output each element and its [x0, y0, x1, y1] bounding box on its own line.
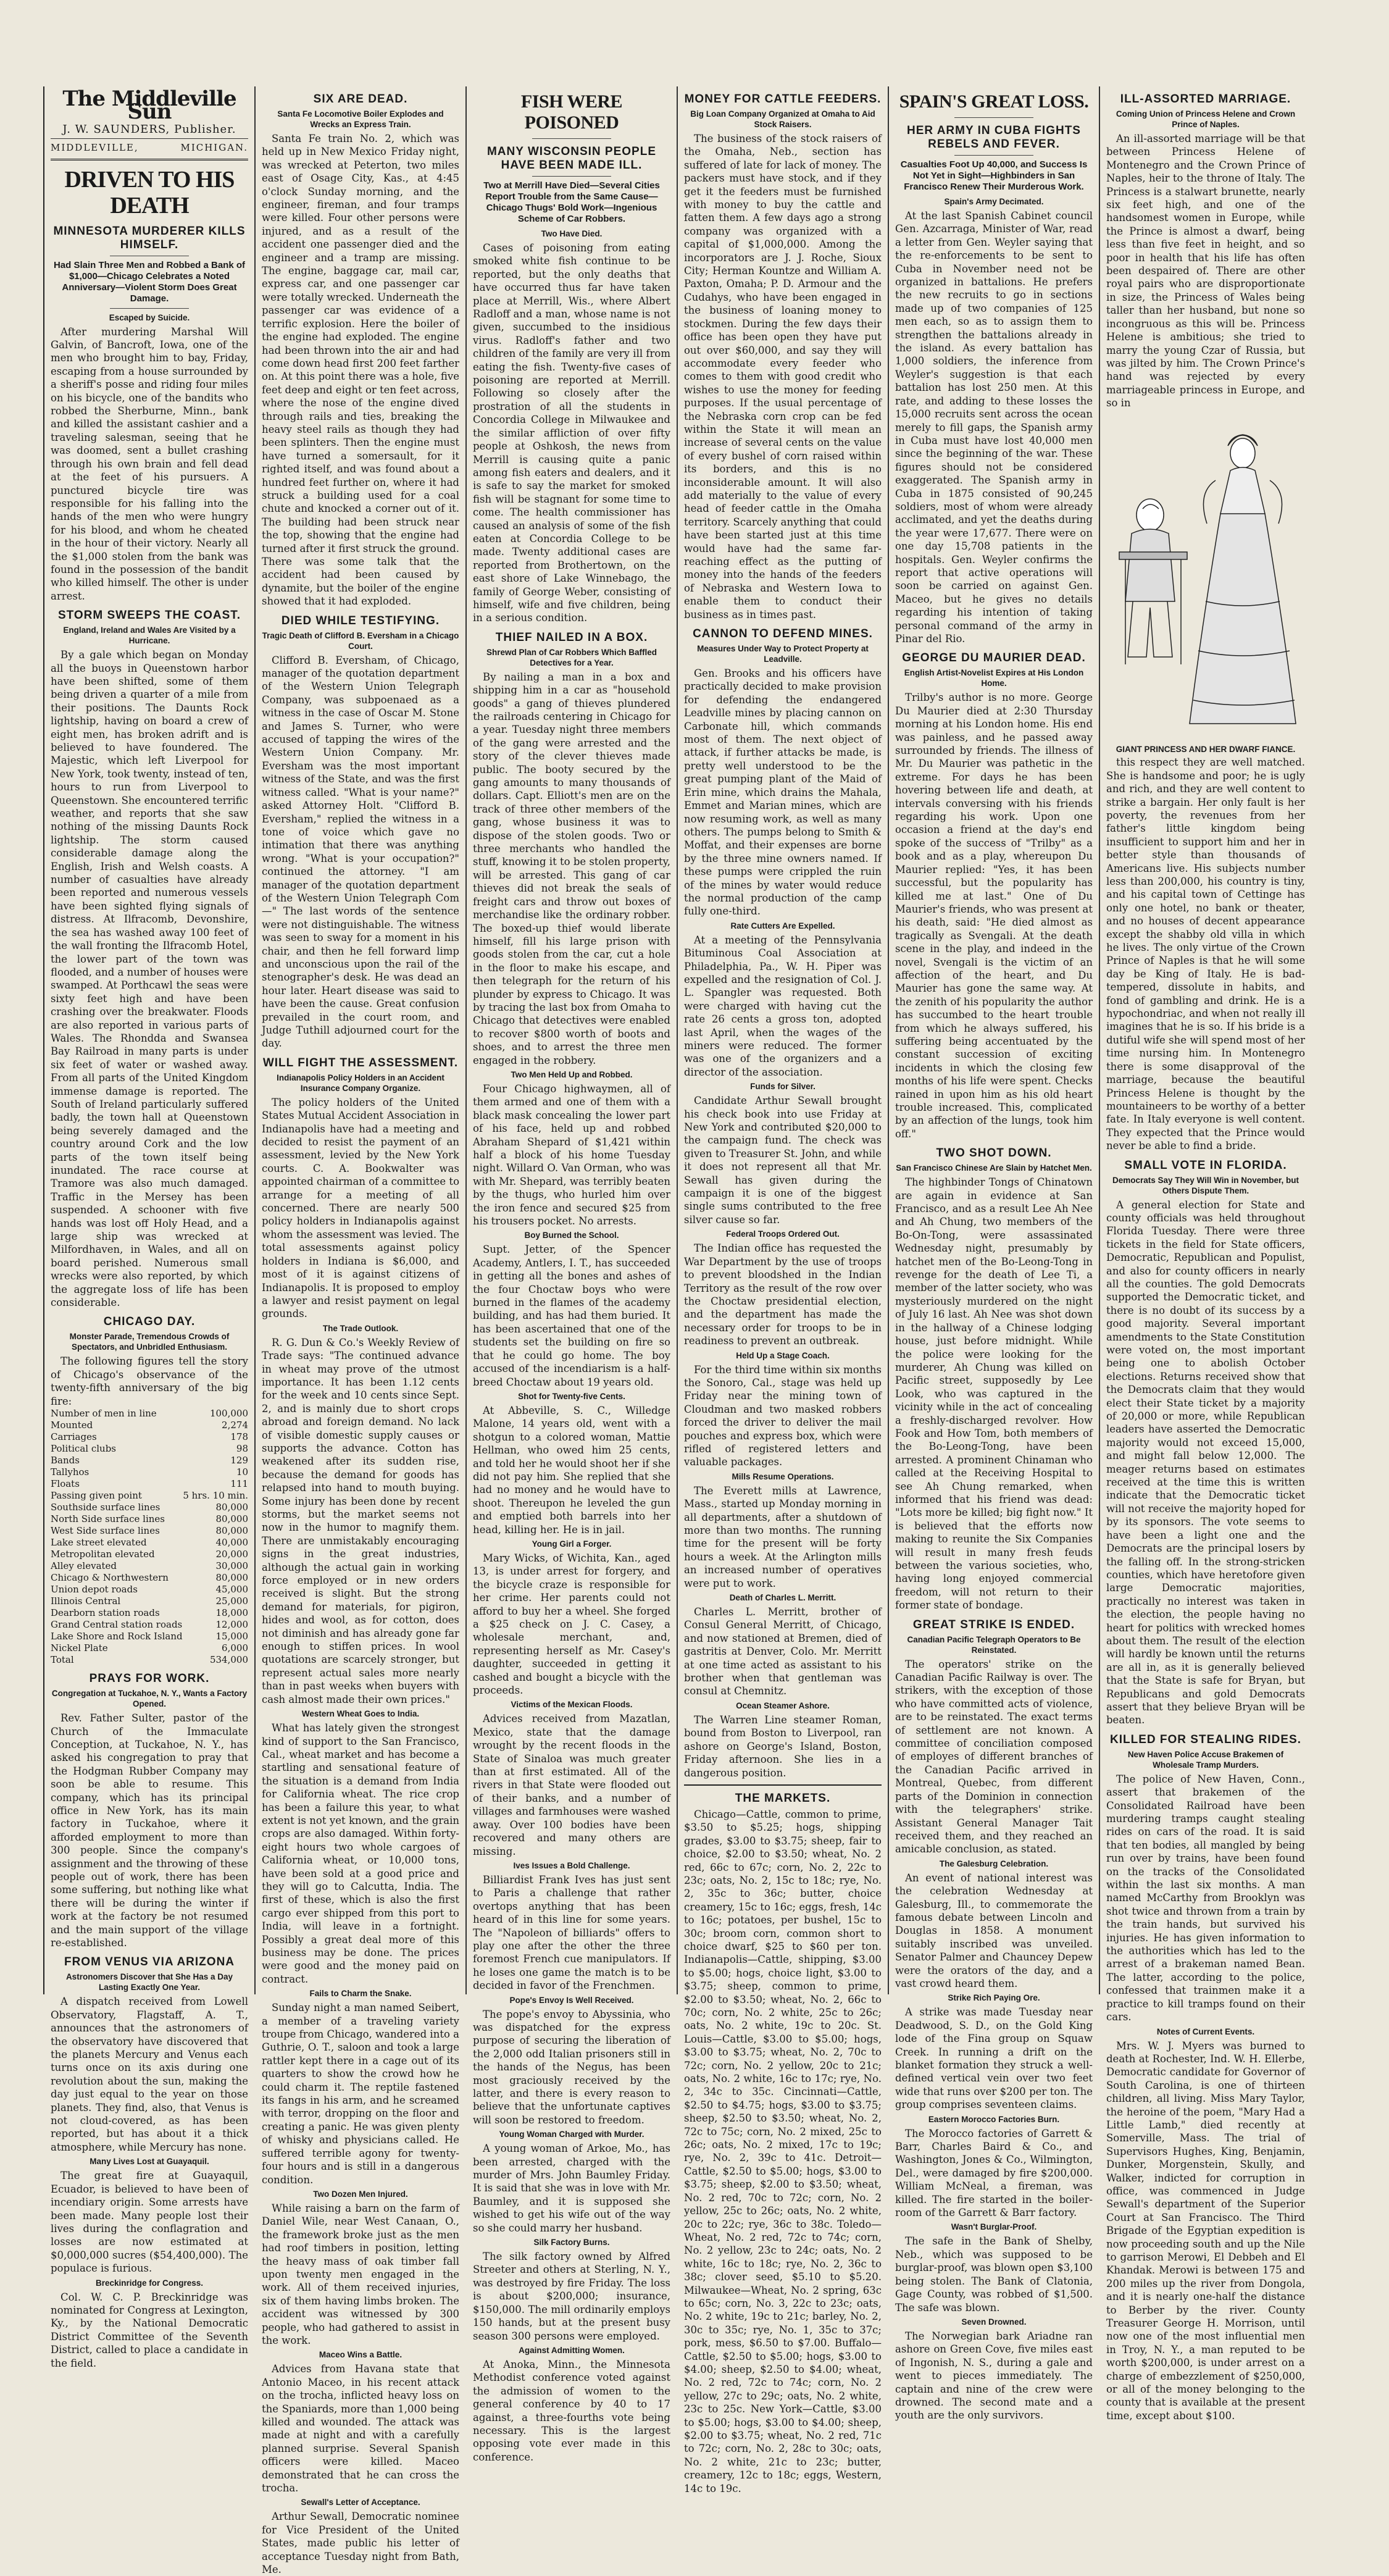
article-subhead: Measures Under Way to Protect Property at Leadville.: [697, 644, 869, 664]
article-headline: SIX ARE DEAD.: [313, 93, 408, 106]
article-subhead: Maceo Wins a Battle.: [319, 2350, 403, 2360]
article-headline: DIED WHILE TESTIFYING.: [281, 614, 440, 627]
article-headline: KILLED FOR STEALING RIDES.: [1110, 1733, 1301, 1746]
stat-value: 80,000: [215, 1525, 248, 1537]
stat-label: North Side surface lines: [51, 1513, 165, 1525]
article-subhead: Shrewd Plan of Car Robbers Which Baffled Detectives for a Year.: [486, 647, 657, 667]
stat-label: Dearborn station roads: [51, 1607, 160, 1619]
table-row: [51, 1443, 248, 1455]
article-subhead: Ives Issues a Bold Challenge.: [513, 1860, 630, 1870]
article-body: Advices from Havana state that Antonio Maceo, in his recent attack on the trocha, inflicted heavy loss on the Spaniards, more than 1,000 being killed and wounded. The attack was made at night and with a carefully planned surprise. Several Spanish officers were killed. Maceo demonstrated that he can cross the trocha.: [262, 2363, 459, 2494]
article-body: Charles L. Merritt, brother of Consul General Merritt, of Chicago, and now stationed at Bremen, died of gastritis at Denver, Colo. Mr. Merritt at one time acted as assistant to his brother when that gentleman was consul at Chemnitz.: [684, 1606, 882, 1697]
column-2: [256, 86, 467, 2576]
stat-value: 2,274: [222, 1420, 248, 1431]
article-body: A strike was made Tuesday near Deadwood, S. D., on the Gold King lode of the Fina group on Squaw Creek. In running a drift on the blanket formation they struck a well-defined vertical vein over two feet wide that runs over $200 per ton. The group comprises seventeen claims.: [895, 2006, 1093, 2111]
table-row: [51, 1478, 248, 1490]
column-5: [889, 86, 1100, 2422]
stat-value: 25,000: [215, 1595, 248, 1607]
article-subhead: The Galesburg Celebration.: [939, 1859, 1049, 1868]
article-body: this respect they are well matched. She is handsome and poor; he is ugly and rich, and they are well content to strike a bargain. Her only fault is her poverty, the revenues from her father's little kingdom being insufficient to support him and her in better style than thousands of Americans live. His subjects number less than 200,000, his country is tiny, and his capital town of Cettinge has only one hotel, no bank or theater, and no houses of decent appearance except the shabby old villa in which he lives. The only virtue of the Crown Prince of Naples is that he will some day be King of Italy. He is bad-tempered, dissolute in habits, and fond of gambling and drink. He is a hypochondriac, and when not really ill imagines that he is so. If his bride is a dutiful wife she will spend most of her time nursing him. In Montenegro there is some disapproval of the marriage, because the beautiful Princess Helene is thought by the mountaineers to be worthy of a better fate. In Italy everyone is well content. They expected that the Prince would never be able to find a bride.: [1106, 756, 1305, 1152]
article-body: The pope's envoy to Abyssinia, who was dispatched for the express purpose of securing the liberation of the 2,000 odd Italian prisoners still in the hands of the Negus, has been most graciously received by the latter, and there is every reason to believe that the unfortunate captives will soon be restored to freedom.: [473, 2008, 670, 2126]
column-4: [678, 86, 889, 2494]
article-subhead: Monster Parade, Tremendous Crowds of Spectators, and Unbridled Enthusiasm.: [69, 1332, 230, 1352]
article-body: The following figures tell the story of Chicago's observance of the twenty-fifth anniversary of the big fire:: [51, 1355, 248, 1407]
article-headline: ILL-ASSORTED MARRIAGE.: [1120, 93, 1291, 106]
stat-label: Chicago & Northwestern: [51, 1572, 169, 1584]
article-body: Billiardist Frank Ives has just sent to Paris a challenge that rather overtops anything that has been heard of in this line for some years. The "Napoleon of billiards" offers to play one after the other the three foremost French cue manipulators. If he loses one game the match is to be decided in favor of the Frenchmen.: [473, 1873, 670, 1992]
article-subhead: Strike Rich Paying Ore.: [948, 1993, 1040, 2003]
article-headline: CHICAGO DAY.: [103, 1315, 196, 1329]
divider: [684, 1784, 882, 1786]
article-subhead: Notes of Current Events.: [1156, 2026, 1255, 2036]
article-subhead: Victims of the Mexican Floods.: [511, 1700, 633, 1710]
divider: [954, 155, 1033, 156]
article-subhead: Two Men Held Up and Robbed.: [511, 1069, 633, 1079]
stat-label: Total: [51, 1654, 74, 1666]
newspaper-name: The Middleville Sun: [62, 86, 236, 125]
article-body: Col. W. C. P. Breckinridge was nominated for Congress at Lexington, Ky., by the National Democratic District Committee of the Seventh District, called to place a candidate in the field.: [51, 2291, 248, 2369]
standing-princess-figure: [1190, 435, 1296, 724]
table-row: [51, 1584, 248, 1595]
article-body: Santa Fe train No. 2, which was held up in New Mexico Friday night, was wrecked at Peterton, two miles east of Osage City, Kas., at 4:45 o'clock Sunday morning, and the engineer, fireman, and four tramps were killed. Four other persons were injured, and as a result of the accident one passenger died and the engineer and a tramp are missing. The engine, baggage car, mail car, express car, and one passenger car were totally wrecked. Underneath the passenger car was evidence of a terrific explosion. Here the boiler of the engine had exploded. The engine had been thrown into the air and had come down head first 200 feet farther on. At this point there was a hole, five feet deep and eight or ten feet across, where the nose of the engine dived through rails and ties, breaking the heavy steel rails as though they had been splinters. Then the engine must have turned a somersault, for it righted itself, and was found about a hundred feet further on, where it had struck a building used for a coal chute and knocked a corner out of it. The building had been struck near the top, showing that the engine had turned after it first struck the ground. There was some talk that the accident had been caused by dynamite, but the boiler of the engine showed that it had exploded.: [262, 133, 459, 608]
table-row: [51, 1408, 248, 1420]
article-subhead-main: HER ARMY IN CUBA FIGHTS REBELS AND FEVER.: [907, 124, 1081, 151]
article-subhead: Shot for Twenty-five Cents.: [518, 1391, 625, 1401]
article-body: The Morocco factories of Garrett & Barr, Charles Baird & Co., and Washington, Jones & Co., Wilmington, Del., were damaged by fire $200,000. William McNeal, a fireman, was killed. The fire started in the boiler-room of the Garrett & Barr factory.: [895, 2127, 1093, 2219]
article-subhead: Fails to Charm the Snake.: [309, 1989, 412, 1999]
column-6: [1100, 86, 1311, 2422]
article-subhead: The Trade Outlook.: [322, 1323, 399, 1333]
table-row: [51, 1466, 248, 1478]
stat-value: 80,000: [215, 1572, 248, 1584]
article-body: The policy holders of the United States Mutual Accident Association in Indianapolis have had a meeting and decided to resist the payment of an assessment, levied by the New York courts. C. A. Bookwalter was appointed chairman of a committee to arrange for a meeting of all concerned. There are nearly 500 policy holders in Indianapolis against whom the assessment was levied. The total assessments against policy holders in Indiana is $6,000, and most of it is against citizens of Indianapolis. It is proposed to employ a lawyer and resist payment on legal grounds.: [262, 1096, 459, 1320]
state: MICHIGAN.: [180, 142, 248, 154]
article-headline: FROM VENUS VIA ARIZONA: [64, 1955, 235, 1969]
publisher-line: J. W. SAUNDERS, Publisher.: [62, 122, 236, 136]
newspaper-page: [43, 86, 1377, 2576]
article-subhead: New Haven Police Accuse Brakemen of Wholesale Tramp Murders.: [1127, 1749, 1284, 1770]
article-subhead: Pope's Envoy Is Well Received.: [509, 1995, 634, 2005]
table-row: [51, 1420, 248, 1431]
article-headline: PRAYS FOR WORK.: [89, 1672, 210, 1686]
stat-label: Grand Central station roads: [51, 1619, 183, 1631]
article-subhead: Santa Fe Locomotive Boiler Explodes and Wrecks an Express Train.: [277, 109, 444, 129]
divider: [532, 176, 611, 177]
table-row: [51, 1525, 248, 1537]
table-row: [51, 1490, 248, 1502]
divider: [110, 308, 189, 309]
stat-value: 80,000: [215, 1502, 248, 1513]
article-body: The great fire at Guayaquil, Ecuador, is believed to have been of incendiary origin. Some arrests have been made. Many people lost their lives during the conflagration and losses are now estimated at $0,000,000 sucres ($54,400,000). The populace is furious.: [51, 2170, 248, 2275]
article-subhead: Silk Factory Burns.: [533, 2238, 610, 2248]
stat-value: 6,000: [222, 1642, 248, 1654]
article-deck: Two at Merrill Have Died—Several Cities Report Trouble from the Same Cause—Chicago Thugs' Bold Work—Ingenious Scheme of Car Robbers.: [483, 180, 660, 224]
article-subhead: Western Wheat Goes to India.: [301, 1709, 420, 1719]
article-subhead: Eastern Morocco Factories Burn.: [928, 2114, 1060, 2124]
stat-label: Carriages: [51, 1431, 97, 1443]
stat-label: Political clubs: [51, 1443, 117, 1455]
article-subhead: Against Admitting Women.: [519, 2345, 625, 2355]
article-subhead: Big Loan Company Organized at Omaha to Aid Stock Raisers.: [690, 109, 875, 129]
divider: [954, 117, 1033, 118]
article-subhead: Congregation at Tuckahoe, N. Y., Wants a Factory Opened.: [51, 1689, 248, 1709]
article-body: Mary Wicks, of Wichita, Kan., aged 13, is under arrest for forgery, and the bicycle craze is responsible for her crime. Her parents could not afford to buy her a wheel. She forged a $25 check on J. C. Casey, a wholesale merchant, and, representing herself as Mr. Casey's daughter, succeeded in getting it cashed and bought a bicycle with the proceeds.: [473, 1552, 670, 1697]
stat-value: 10: [236, 1466, 248, 1478]
article-body: The police of New Haven, Conn., assert that brakemen of the Consolidated Railroad have been murdering tramps caught stealing rides on cars of the road. It is said that ten bodies, all mangled by being run over by trains, have been found on the tracks of the Consolidated within the last six months. A man named McCarthy from Brooklyn was shot twice and thrown from a train by the train hands, but survived his injuries. He has given information to the authorities which has led to the arrest of a brakeman named Bean. The latter, according to the police, confessed that trainmen make it a practice to kill tramps found on their cars.: [1106, 1773, 1305, 2023]
article-deck: Casualties Foot Up 40,000, and Success Is Not Yet in Sight—Highbinders in San Francisco Renew Their Murderous Work.: [900, 159, 1088, 192]
article-body: The silk factory owned by Alfred Streeter and others at Sterling, N. Y., was destroyed by fire Friday. The loss is about $200,000; insurance, $150,000. The mill ordinarily employs 150 hands, but at the present busy season 300 persons were employed.: [473, 2251, 670, 2342]
column-1: [44, 86, 256, 2369]
article-subhead: Two Dozen Men Injured.: [313, 2189, 408, 2199]
stat-value: 98: [236, 1443, 248, 1455]
article-body: A young woman of Arkoe, Mo., has been arrested, charged with the murder of Mrs. John Baumley Friday. It is said that she was in love with Mr. Baumley, and it is supposed she wished to get his wife out of the way so she could marry her husband.: [473, 2143, 670, 2234]
stat-label: Metropolitan elevated: [51, 1549, 155, 1560]
table-row: [51, 1572, 248, 1584]
stat-label: Number of men in line: [51, 1408, 157, 1420]
article-body: At Anoka, Minn., the Minnesota Methodist conference voted against the admission of women to the general conference by 40 to 17 against, a three-fourths vote being necessary. This is the largest opposing vote ever made in this conference.: [473, 2358, 670, 2463]
article-body: Clifford B. Eversham, of Chicago, manager of the quotation department of the Western Union Telegraph Company, was subpoenaed as a witness in the case of Oscar M. Stone and James S. Turner, who were accused of tapping the wires of the Western Union Company. Mr. Eversham was the most important witness of the State, and was the first witness called. "What is your name?" asked Attorney Holt. "Clifford B. Eversham," replied the witness in a tone of voice which gave no intimation that there was anything wrong. "What is your occupation?" continued the attorney. "I am manager of the quotation department of the Western Union Telegraph Com—" The last words of the sentence were not distinguishable. The witness was seen to sway for a moment in his chair, and then he fell forward limp and unconscious upon the rail of the stenographer's desk. He was dead an hour later. Heart disease was said to have been the cause. Great confusion prevailed in the court room, and Judge Tuthill adjourned court for the day.: [262, 654, 459, 1050]
article-body: An ill-assorted marriage will be that between Princess Helene of Montenegro and the Crown Prince of Naples, heir to the throne of Italy. The Princess is a stalwart brunette, nearly six feet high, and one of the handsomest women in Europe, while the Prince is almost a dwarf, being less than five feet in height, and so poor in health that his life has often been despaired of. There are other royal pairs who are disproportionate in size, the Princess of Wales being taller than her husband, but none so incongruous as this will be. Princess Helene is ambitious; she tried to marry the young Czar of Russia, but was jilted by him. The Crown Prince's hand was rejected by every marriageable princess in Europe, and so in: [1106, 133, 1305, 409]
article-headline: STORM SWEEPS THE COAST.: [57, 609, 241, 622]
article-subhead: Mills Resume Operations.: [732, 1471, 834, 1481]
article-body: Arthur Sewall, Democratic nominee for Vice President of the United States, made public his letter of acceptance Tuesday night from Bath, Me.: [262, 2511, 459, 2576]
stat-value: 15,000: [215, 1631, 248, 1642]
table-row: [51, 1631, 248, 1642]
stat-value: 45,000: [215, 1584, 248, 1595]
stat-label: Southside surface lines: [51, 1502, 161, 1513]
stat-value: 100,000: [209, 1408, 248, 1420]
table-row: [51, 1431, 248, 1443]
article-subhead: Federal Troops Ordered Out.: [726, 1229, 840, 1239]
article-subhead: Tragic Death of Clifford B. Eversham in a Chicago Court.: [262, 630, 459, 651]
article-body: Rev. Father Sulter, pastor of the Church of the Immaculate Conception, at Tuckahoe, N. Y., has asked his congregation to pray that the Hodgman Rubber Company may soon be able to resume. This company, which has its principal office in New York, has its main factory in Tuckahoe, where it afforded employment to more than 300 people. Since the company's assignment and the throwing of these people out of work, there has been some suffering, but nothing like what there will be during the winter if work at the factory be not resumed and the main support of the village re-established.: [51, 1712, 248, 1949]
table-row: [51, 1549, 248, 1560]
article-subhead-main: MANY WISCONSIN PEOPLE HAVE BEEN MADE ILL.: [486, 145, 656, 172]
article-body: After murdering Marshal Will Galvin, of Bancroft, Iowa, one of the men who brought him to bay, Friday, escaping from a house surrounded by a sheriff's posse and riding four miles on his bicycle, one of the bandits who robbed the Sherburne, Minn., bank and killed the assistant cashier and a traveling salesman, seeing that he was doomed, sent a bullet crashing through his own brain and fell dead at the feet of his pursuers. A punctured bicycle tire was responsible for his falling into the hands of the men who were hungry for his blood, and whom he cheated in the hour of their victory. Nearly all the $1,000 stolen from the bank was found in the possession of the bandit who killed himself. The other is under arrest.: [51, 325, 248, 602]
article-subhead: Canadian Pacific Telegraph Operators to Be Reinstated.: [907, 1634, 1081, 1655]
table-row: [51, 1513, 248, 1525]
stat-label: Union depot roads: [51, 1584, 138, 1595]
article-body: Supt. Jetter, of the Spencer Academy, Antlers, I. T., has succeeded in getting all the bones and ashes of the four Choctaw boys who were burned in the flames of the academy building, and has had them buried. It has been ascertained that one of the students set the building on fire so that he could go home. The boy accused of the incendiarism is a half-breed Choctaw about 19 years old.: [473, 1244, 670, 1388]
column-3: [467, 86, 678, 2463]
stat-value: 129: [230, 1455, 248, 1466]
stat-label: Tallyhos: [51, 1466, 90, 1478]
article-subhead: Democrats Say They Will Win in November, but Others Dispute Them.: [1112, 1175, 1299, 1195]
stat-label: Floats: [51, 1478, 80, 1490]
article-subhead: Many Lives Lost at Guayaquil.: [90, 2157, 209, 2167]
article-headline: TWO SHOT DOWN.: [936, 1147, 1052, 1160]
article-body: The highbinder Tongs of Chinatown are again in evidence at San Francisco, and as a result Lee Ah Nee and Ah Chung, two members of the Bo-On-Tong, were assassinated Wednesday night, presumably by hatchet men of the Bo-Leong-Tong in revenge for the death of Lee Ti, a member of the latter society, who was mysteriously murdered on the night of July 16 last. Ah Nee was shot down in the hallway of a Chinese lodging house, just before midnight. While the police were looking for the murderer, Ah Chung was killed on Pacific street, supposedly by Lee Look, who was captured in the vicinity while in the act of concealing a freshly-discharged revolver. How Fook and How Tom, both members of the Bo-Leong-Tong, have been arrested. A prominent Chinaman who called at the Receiving Hospital to see Ah Chung remarked, when informed that his friend was dead: "Lots more be killed; big fight now." It is believed that the efforts now making to reunite the Six Companies will result in many fresh feuds between the various societies, who, having long enjoyed commercial freedom, will not return to their former state of bondage.: [895, 1176, 1093, 1612]
stat-label: Mounted: [51, 1420, 93, 1431]
article-subhead: Death of Charles L. Merritt.: [729, 1593, 836, 1603]
article-subhead: Two Have Died.: [541, 229, 603, 238]
article-subhead: Astronomers Discover that She Has a Day Lasting Exactly One Year.: [65, 1972, 233, 1993]
stat-value: 178: [230, 1431, 248, 1443]
stat-value: 20,000: [215, 1549, 248, 1560]
article-headline: GEORGE DU MAURIER DEAD.: [902, 651, 1086, 665]
article-body: The Norwegian bark Ariadne ran ashore on Green Cove, five miles east of Ingonish, N. S., during a gale and went to pieces immediately. The captain and nine of the crew were drowned. The second mate and a youth are the only survivors.: [895, 2330, 1093, 2422]
article-subhead: Boy Burned the School.: [524, 1231, 619, 1240]
table-row: [51, 1455, 248, 1466]
table-row: [51, 1654, 248, 1666]
markets-headline: THE MARKETS.: [735, 1791, 831, 1805]
lead-headline: DRIVEN TO HIS DEATH: [64, 166, 235, 219]
article-body: By nailing a man in a box and shipping him in a car as "household goods" a gang of thieves plundered the railroads centering in Chicago for a year. Tuesday night three members of the gang were arrested and the story of the clever thieves made public. The booty secured by the gang amounts to many thousands of dollars. Capt. Elliott's men are on the track of three other members of the gang, whose business it was to dispose of the stolen goods. Two or three merchants who handled the stuff, knowing it to be stolen property, will be arrested. This gang of car thieves did not break the seals of freight cars and throw out boxes of merchandise like the ordinary robber. The boxed-up thief would liberate himself, fill his large prison with goods stolen from the car, cut a hole in the floor to make his escape, and then telegraph for the return of his plunder by express to Chicago. It was by tracing the last box from Omaha to Chicago that detectives were enabled to recover $800 worth of boots and shoes, and to arrest the three men engaged in the robbery.: [473, 671, 670, 1066]
table-row: [51, 1619, 248, 1631]
article-subhead: Breckinridge for Congress.: [95, 2278, 204, 2288]
article-body: Candidate Arthur Sewall brought his check book into use Friday at New York and contributed $20,000 to the campaign fund. The check was given to Treasurer St. John, and while it does not represent all that Mr. Sewall has given during the campaign it is one of the biggest single sums contributed to the free silver cause so far.: [684, 1095, 882, 1226]
article-headline: WILL FIGHT THE ASSESSMENT.: [262, 1056, 459, 1069]
article-body: By a gale which began on Monday all the buoys in Queenstown harbor have been shifted, some of them being driven a quarter of a mile from their positions. The Daunts Rock lightship, having on board a crew of eight men, has broken adrift and is believed to have foundered. The Majestic, which left Liverpool for New York, took twenty, instead of ten, hours to run from Liverpool to Queenstown. She encountered terrific weather, and reports that she saw nothing of the missing Daunts Rock lightship. The storm caused considerable damage along the English, Irish and Welsh coasts. A number of casualties have already been reported and numerous vessels have been sighted flying signals of distress. At Ilfracomb, Devonshire, the sea has washed away 100 feet of the wall fronting the Ilfracomb Hotel, the lower part of the town was flooded, and a number of houses were swamped. At Porthcawl the seas were sixty feet high and have been crashing over the breakwater. Floods are also reported in various parts of Wales. The Rhondda and Swansea Bay Railroad in many parts is under six feet of water or washed away. From all parts of the United Kingdom immense damage is reported. The South of Ireland particularly suffered badly, the town hall at Queenstown being severely damaged and the country around Cork and the low parts of the town itself being inundated. The race course at Tramore was also much damaged. Traffic in the Mersey has been suspended. A schooner with five hands was lost off Holy Head, and a large ship was wrecked at Milfordhaven, in Wales, and all on board perished. Numerous small wrecks were also reported, by which the aggregate loss of life has been considerable.: [51, 649, 248, 1309]
article-subhead: Funds for Silver.: [750, 1082, 815, 1092]
stat-value: 111: [230, 1478, 248, 1490]
table-row: [51, 1642, 248, 1654]
stat-label: Illinois Central: [51, 1595, 121, 1607]
article-body: At a meeting of the Pennsylvania Bituminous Coal Association at Philadelphia, Pa., W. H. Piper was expelled and the resignation of Col. J. L. Spangler was requested. Both were charged with having cut the rate 26 cents a gross ton, adopted last April, when the wages of the miners were reduced. The former was one of the organizers and a director of the association.: [684, 934, 882, 1078]
article-body: A general election for State and county officials was held throughout Florida Tuesday. There were three tickets in the field for State officers, Democratic, Republican and Populist, and also for county officers in nearly all the counties. The gold Democrats supported the Democratic ticket, and there is no doubt of its success by a good majority. Several important amendments to the State Constitution were voted on, the most important being one to abolish October elections. Returns received show that the Democrats claim that they would elect their State ticket by a majority of 20,000 or more, while Republican leaders have asserted the Democratic majority would not exceed 15,000, and might fall below 12,000. The meager returns based on estimates received at the time this is written indicate that the Democratic ticket will not receive the majority hoped for by its sponsors. The vote seems to have been a light one and the Democrats are the principal losers by the falling off. In the strong-stricken counties, which have heretofore given large Democratic majorities, practically no interest was taken in the election, the people having no heart for politics with wrecked homes about them. The result of the election will hardly be known until the returns are all in, as it is generally believed that the State is safe for Bryan, but Republicans and gold Democrats assert that they believe Bryan will be beaten.: [1106, 1198, 1305, 1726]
princess-illustration: [1106, 416, 1305, 737]
article-subhead: San Francisco Chinese Are Slain by Hatchet Men.: [896, 1163, 1092, 1173]
article-subhead: Sewall's Letter of Acceptance.: [301, 2498, 420, 2507]
article-body: While raising a barn on the farm of Daniel Wile, near West Canaan, O., the framework broke just as the men had roof timbers in position, letting the heavy mass of oak timber fall upon twenty men engaged in the work. All of them received injuries, six of them having limbs broken. The accident was witnessed by 300 people, who had gathered to assist in the work.: [262, 2202, 459, 2346]
article-body: Mrs. W. J. Myers was burned to death at Rochester, Ind. W. H. Ellerbe, Democratic candidate for Governor of South Carolina, is one of thirteen children, all living. Miss Mary Taylor, the heroine of the poem, "Mary Had a Little Lamb," died recently at Somerville, Mass. The trial of Supervisors Hughes, King, Benjamin, Dunker, Morgenstein, Skully, and Walker, indicted for corruption in office, was commenced in Judge Sewall's department of the Superior Court at San Francisco. The Third Brigade of the Egyptian expedition is now proceeding south and up the Nile to garrison Merowi, El Debbeh and El Khandak. Merowi is between 175 and 200 miles up the river from Dongola, and it is nearly one-half the distance to Berber by the river. County Treasurer George H. Morrison, until now one of the most influential men in Troy, N. Y., a man reputed to be worth $200,000, is under arrest on a charge of embezzlement of $250,000, or all of the money belonging to the county that is available at the present time, except about $100.: [1106, 2039, 1305, 2422]
table-row: [51, 1607, 248, 1619]
article-headline: SMALL VOTE IN FLORIDA.: [1124, 1158, 1287, 1172]
stat-label: Passing given point: [51, 1490, 142, 1502]
article-body: Cases of poisoning from eating smoked white fish continue to be reported, but the only deaths that have occurred thus far have taken place at Merrill, Wis., where Albert Radloff and a man, whose name is not given, succumbed to the insidious virus. Radloff's father and two children of the family are very ill from eating the fish. Twenty-five cases of poisoning are reported at Merrill. Following so closely after the prostration of all the students in Concordia College in Milwaukee and the similar affliction of over fifty people at Oshkosh, the news from Merrill is causing quite a panic among fish eaters and dealers, and it is safe to say the market for smoked fish will be stagnant for some time to come. The health commissioner has caused an analysis of some of the fish eaten at Concordia College to be made. Twenty additional cases are reported from Brothertown, on the east shore of Lake Winnebago, the family of George Weber, consisting of himself, wife and five children, being in a serious condition.: [473, 242, 670, 624]
chicago-day-table: [51, 1408, 248, 1666]
article-subhead: Young Woman Charged with Murder.: [499, 2130, 644, 2139]
article-subhead: Wasn't Burglar-Proof.: [951, 2222, 1037, 2232]
table-row: [51, 1502, 248, 1513]
article-body: What has lately given the strongest kind of support to the San Francisco, Cal., wheat market and has become a startling and sensational feature of the situation is a demand from India for California wheat. The rice crop has been a failure this year, to what extent is not yet known, and the grain crops are also damaged. Within forty-eight hours two whole cargoes of California wheat, or 10,000 tons, have been sold at a good price and they will go to Calcutta, India. The first of these, which is also the first cargo ever shipped from this port to India, will leave in a fortnight. Possibly a great deal more of this business may be done. The prices were good and the money paid on contract.: [262, 1722, 459, 1985]
article-body: Trilby's author is no more. George Du Maurier died at 2:30 Thursday morning at his London home. His end was painless, and he passed away surrounded by friends. The illness of Mr. Du Maurier was pathetic in the extreme. For days he has been hovering between life and death, at intervals conversing with his friends regarding his work. Upon one occasion a friend at the day's end spoke of the success of "Trilby" as a book and as a play, whereupon Du Maurier replied: "Yes, it has been successful, but the popularity has killed me at last." One of Du Maurier's friends, who was present at his death, said: "He died almost as tragically as Svengali. At the death scene in the play, and indeed in the novel, Svengali is the victim of an affection of the heart, and Du Maurier has gone the same way. At the zenith of his popularity the author has succumbed to the heart trouble from which he always suffered, his suffering being accentuated by the constant succession of exciting incidents in which the closing few months of his life were spent. Checks rained in upon him as his old heart trouble increased. This, complicated by an affection of the lungs, took him off.": [895, 692, 1093, 1140]
article-body: At Abbeville, S. C., Willedge Malone, 14 years old, went with a shotgun to a colored woman, Mattie Hellman, who owed him 25 cents, and told her he would shoot her if she did not pay him. She replied that she had no money and he would have to shoot. Thereupon he leveled the gun and emptied both barrels into her head, killing her. He is in jail.: [473, 1404, 670, 1536]
illustration-caption: GIANT PRINCESS AND HER DWARF FIANCE.: [1116, 744, 1296, 754]
stat-value: 30,000: [215, 1560, 248, 1572]
article-subhead: Spain's Army Decimated.: [944, 197, 1044, 206]
article-subhead: Ocean Steamer Ashore.: [736, 1700, 830, 1710]
article-subhead: Young Girl a Forger.: [532, 1539, 612, 1549]
article-subhead: Held Up a Stage Coach.: [736, 1350, 830, 1360]
article-subhead: Seven Drowned.: [961, 2317, 1027, 2327]
article-body: Gen. Brooks and his officers have practically decided to make provision for defending the endangered Leadville mines by placing cannon on Carbonate hill, which commands most of them. The next object of attack, if further attacks be made, is pretty well understood to be the great pumping plant of the Maid of Erin mine, which drains the Mahala, Emmet and Marian mines, which are now resuming work, as well as many others. The pumps belong to Smith & Moffat, and their expenses are borne by the three mine owners named. If these pumps were crippled the ruin of the mines by water would reduce the normal production of the camp fully one-third.: [684, 667, 882, 918]
masthead: [51, 86, 248, 161]
lead-subhead: MINNESOTA MURDERER KILLS HIMSELF.: [53, 224, 246, 251]
stat-label: Bands: [51, 1455, 80, 1466]
table-row: [51, 1595, 248, 1607]
table-row: [51, 1560, 248, 1572]
dateline: [51, 138, 248, 154]
article-body: The Warren Line steamer Roman, bound from Boston to Liverpool, ran ashore on George's Island, Boston, Friday afternoon. She lies in a dangerous position.: [684, 1713, 882, 1779]
stat-label: Alley elevated: [51, 1560, 117, 1572]
article-body: At the last Spanish Cabinet council Gen. Azcarraga, Minister of War, read a letter from Gen. Weyler saying that the re-enforcements to be sent to Cuba in November need not be organized in battalions. He prefers the new recruits to go in sections made up of two companies of 125 men each, so as to assign them to strengthen the battalions already in the island. As every battalion has 1,000 soldiers, the inference from Weyler's suggestion is that each battalion has lost 250 men. At this rate, and adding to these losses the 15,000 recruits sent across the ocean merely to fill gaps, the Spanish army in Cuba must have lost 40,000 men since the beginning of the war. These figures should not be considered exaggerated. The Spanish army in Cuba in 1875 consisted of 90,245 soldiers, most of whom were already acclimated, and yet the deaths during the year were 17,677. There were on one day 15,708 patients in the hospitals. Gen. Weyler confirms the report that active operations will soon be carried on against Gen. Maceo, but he gives no details regarding his intention of taking personal command of the army in Pinar del Rio.: [895, 210, 1093, 645]
article-body: The Everett mills at Lawrence, Mass., started up Monday morning in all departments, after a shutdown of more than two months. The running time for the present will be forty hours a week. At the Arlington mills an increased number of operatives were put to work.: [684, 1484, 882, 1589]
article-headline: FISH WERE POISONED: [520, 91, 623, 133]
stat-value: 40,000: [215, 1537, 248, 1549]
markets-body: Chicago—Cattle, common to prime, $3.50 to $5.25; hogs, shipping grades, $3.00 to $3.75; sheep, fair to choice, $2.00 to $3.50; wheat, No. 2 red, 66c to 67c; corn, No. 2, 22c to 23c; oats, No. 2, 15c to 18c; rye, No. 2, 35c to 36c; butter, choice creamery, 15c to 16c; eggs, fresh, 14c to 16c; potatoes, per bushel, 15c to 30c; broom corn, common short to choice dwarf, $25 to $60 per ton. Indianapolis—Cattle, shipping, $3.00 to $5.00; hogs, choice light, $3.00 to $3.75; sheep, common to prime, $2.00 to $3.50; wheat, No. 2, 66c to 70c; corn, No. 2 white, 25c to 26c; oats, No. 2 white, 19c to 20c. St. Louis—Cattle, $3.00 to $5.00; hogs, $3.00 to $3.75; wheat, No. 2, 70c to 72c; corn, No. 2 yellow, 20c to 21c; oats, No. 2 white, 16c to 17c; rye, No. 2, 34c to 35c. Cincinnati—Cattle, $2.50 to $4.75; hogs, $3.00 to $3.75; sheep, $2.50 to $3.50; wheat, No. 2, 72c to 75c; corn, No. 2 mixed, 25c to 26c; oats, No. 2 mixed, 17c to 19c; rye, No. 2, 39c to 41c. Detroit—Cattle, $2.50 to $5.00; hogs, $3.00 to $3.75; sheep, $2.00 to $3.50; wheat, No. 2 red, 70c to 72c; corn, No. 2 yellow, 25c to 26c; oats, No. 2 white, 20c to 22c; rye, 36c to 38c. Toledo—Wheat, No. 2 red, 72c to 74c; corn, No. 2 yellow, 23c to 24c; oats, No. 2 white, 16c to 18c; rye, No. 2, 36c to 38c; clover seed, $5.10 to $5.20. Milwaukee—Wheat, No. 2 spring, 63c to 65c; corn, No. 3, 22c to 23c; oats, No. 2 white, 19c to 21c; barley, No. 2, 30c to 35c; rye, No. 1, 35c to 37c; pork, mess, $6.50 to $7.00. Buffalo—Cattle, $2.50 to $5.00; hogs, $3.00 to $4.00; sheep, $2.50 to $4.00; wheat, No. 2 red, 72c to 74c; corn, No. 2 yellow, 27c to 29c; oats, No. 2 white, 23c to 25c. New York—Cattle, $3.00 to $5.00; hogs, $3.00 to $4.00; sheep, $2.00 to $3.75; wheat, No. 2 red, 71c to 72c; corn, No. 2, 28c to 30c; oats, No. 2 white, 21c to 23c; butter, creamery, 12c to 18c; eggs, Western, 14c to 19c.: [684, 1808, 882, 2494]
article-headline: CANNON TO DEFEND MINES.: [693, 627, 873, 641]
stat-label: Lake street elevated: [51, 1537, 147, 1549]
stat-label: Nickel Plate: [51, 1642, 108, 1654]
article-headline: THIEF NAILED IN A BOX.: [495, 630, 648, 644]
article-headline: SPAIN'S GREAT LOSS.: [899, 91, 1089, 112]
article-subhead: Indianapolis Policy Holders in an Accident Insurance Company Organize.: [277, 1073, 444, 1093]
article-body: An event of national interest was the celebration Wednesday at Galesburg, Ill., to commemorate the famous debate between Lincoln and Douglas in 1858. A monument suitably inscribed was unveiled. Senator Palmer and Chauncey Depew were the orators of the day, and a vast crowd heard them.: [895, 1871, 1093, 1989]
article-body: For the third time within six months the Sonoro, Cal., stage was held up Friday near the mining town of Cloudman and two masked robbers forced the driver to deliver the mail pouches and express box, which were rifled of registered letters and valuable packages.: [684, 1363, 882, 1468]
article-subhead: Rate Cutters Are Expelled.: [730, 921, 835, 930]
stat-value: 5 hrs. 10 min.: [183, 1490, 248, 1502]
stat-label: Lake Shore and Rock Island: [51, 1631, 183, 1642]
city: MIDDLEVILLE,: [51, 142, 139, 154]
divider: [532, 138, 611, 139]
article-subhead: England, Ireland and Wales Are Visited by a Hurricane.: [63, 625, 236, 646]
stat-value: 12,000: [215, 1619, 248, 1631]
article-body: The Indian office has requested the War Department by the use of troops to prevent bloodshed in the Indian Territory as the result of the row over the Choctaw presidential election, and the department has made the necessary order for troops to be in readiness to prevent an outbreak.: [684, 1242, 882, 1347]
article-body: Four Chicago highwaymen, all of them armed and one of them with a black mask concealing the lower part of his face, held up and robbed Abraham Shepard of $1,421 within half a block of his home Tuesday night. Willard O. Van Orman, who was with Mr. Shepard, was terribly beaten by the thugs, who hurled him over the iron fence and secured $25 from his trousers pocket. No arrests.: [473, 1082, 670, 1227]
article-body: Sunday night a man named Seibert, a member of a traveling variety troupe from Chicago, wandered into a Guthrie, O. T., saloon and took a large rattler kept there in a cage out of its quarters to show the crowd how he could charm it. The reptile fastened its fangs in his arm, and he screamed with terror, dropping on the floor and creating a panic. He was given plenty of whisky and physicians called. He suffered terrible agony for twenty-four hours and is still in a dangerous condition.: [262, 2002, 459, 2186]
stat-value: 534,000: [209, 1654, 248, 1666]
article-headline: MONEY FOR CATTLE FEEDERS.: [684, 93, 882, 106]
table-row: [51, 1537, 248, 1549]
stat-label: West Side surface lines: [51, 1525, 160, 1537]
article-body: A dispatch received from Lowell Observatory, Flagstaff, A. T., announces that the astronomers of the observatory have discovered that the planets Mercury and Venus each turns once on its axis during one revolution about the sun, making the day just equal to the year on those planets. They find, also, that Venus is not cloud-covered, as has been reported, but has about it a thick atmosphere, while Mercury has none.: [51, 1996, 248, 2153]
article-subhead: English Artist-Novelist Expires at His London Home.: [904, 668, 1084, 688]
article-body: The operators' strike on the Canadian Pacific Railway is over. The strikers, with the exception of those who have committed acts of violence, are to be reinstated. The exact terms of settlement are not known. A committee of conciliation composed of employes of different branches of the Canadian Pacific arrived in Montreal, Quebec, from different parts of the Dominion in connection with the telegraphers' strike. Assistant General Manager Tait received them, and they reached an amicable conclusion, as stated.: [895, 1658, 1093, 1855]
article-subhead: Escaped by Suicide.: [109, 312, 190, 322]
seated-prince-figure: [1119, 499, 1187, 664]
stat-value: 80,000: [215, 1513, 248, 1525]
article-body: R. G. Dun & Co.'s Weekly Review of Trade says: "The continued advance in wheat may prove of the utmost importance. It has been 1.12 cents for the week and 10 cents since Sept. 2, and is mainly due to short crops abroad and foreign demand. No lack of visible domestic supply causes or supports the advance. Cotton has weakened after its sudden rise, because the demand for goods has relapsed into hand to mouth buying. Some injury has been done by recent storms, but the market seems not now in the humor to magnify them. There are unmistakably encouraging signs in the great industries, although the actual gain in working force employed or in new orders received is slight. But the strong demand for materials, for pigiron, hides and wool, as for cotton, does not diminish and has already gone far enough to stiffen prices. In wool quotations are scarcely stronger, but represent actual sales more nearly than in past weeks when buyers with cash almost made their own prices.": [262, 1336, 459, 1705]
lead-deck: Had Slain Three Men and Robbed a Bank of $1,000—Chicago Celebrates a Noted Anniversary—Violent Storm Does Great Damage.: [53, 259, 246, 304]
stat-value: 18,000: [215, 1607, 248, 1619]
article-headline: GREAT STRIKE IS ENDED.: [912, 1618, 1075, 1631]
article-subhead: Coming Union of Princess Helene and Crown Prince of Naples.: [1116, 109, 1296, 129]
article-body: The business of the stock raisers of the Omaha, Neb., section has suffered of late for lack of money. The packers must have stock, and if they get it the feeders must be furnished with money to buy the cattle and fatten them. A few days ago a strong company was organized with a capital of $1,000,000. Among the incorporators are J. J. Roche, Sioux City; Herman Kountze and William A. Paxton, Omaha; P. D. Armour and the Cudahys, who have been engaged in the business of loaning money to stockmen. During the few days their office has been open they have put out over $60,000, and say they will accommodate every feeder who comes to them with good credit who wishes to use the money for feeding purposes. If the usual percentage of the Nebraska corn crop can be fed within the State it will mean an increase of several cents on the value of every bushel of corn raised within its borders, and this is no inconsiderable amount. It will also add materially to the value of every head of feeder cattle in the Omaha territory. Scarcely anything that could have been started just at this time would have had the same far-reaching effect as the putting of money into the hands of the feeders of Nebraska and Western Iowa to enable them to conduct their business as in times past.: [684, 133, 882, 621]
article-body: The safe in the Bank of Shelby, Neb., which was supposed to be burglar-proof, was blown open $3,100 being stolen. The Bank of Clatonia, Gage County, was robbed of $1,500. The safe was blown.: [895, 2235, 1093, 2314]
article-body: Advices received from Mazatlan, Mexico, state that the damage wrought by the recent floods in the State of Sinaloa was much greater than at first estimated. All of the rivers in that State were flooded out of their banks, and a number of villages and farmhouses were washed away. Over 100 bodies have been recovered and many others are missing.: [473, 1713, 670, 1857]
